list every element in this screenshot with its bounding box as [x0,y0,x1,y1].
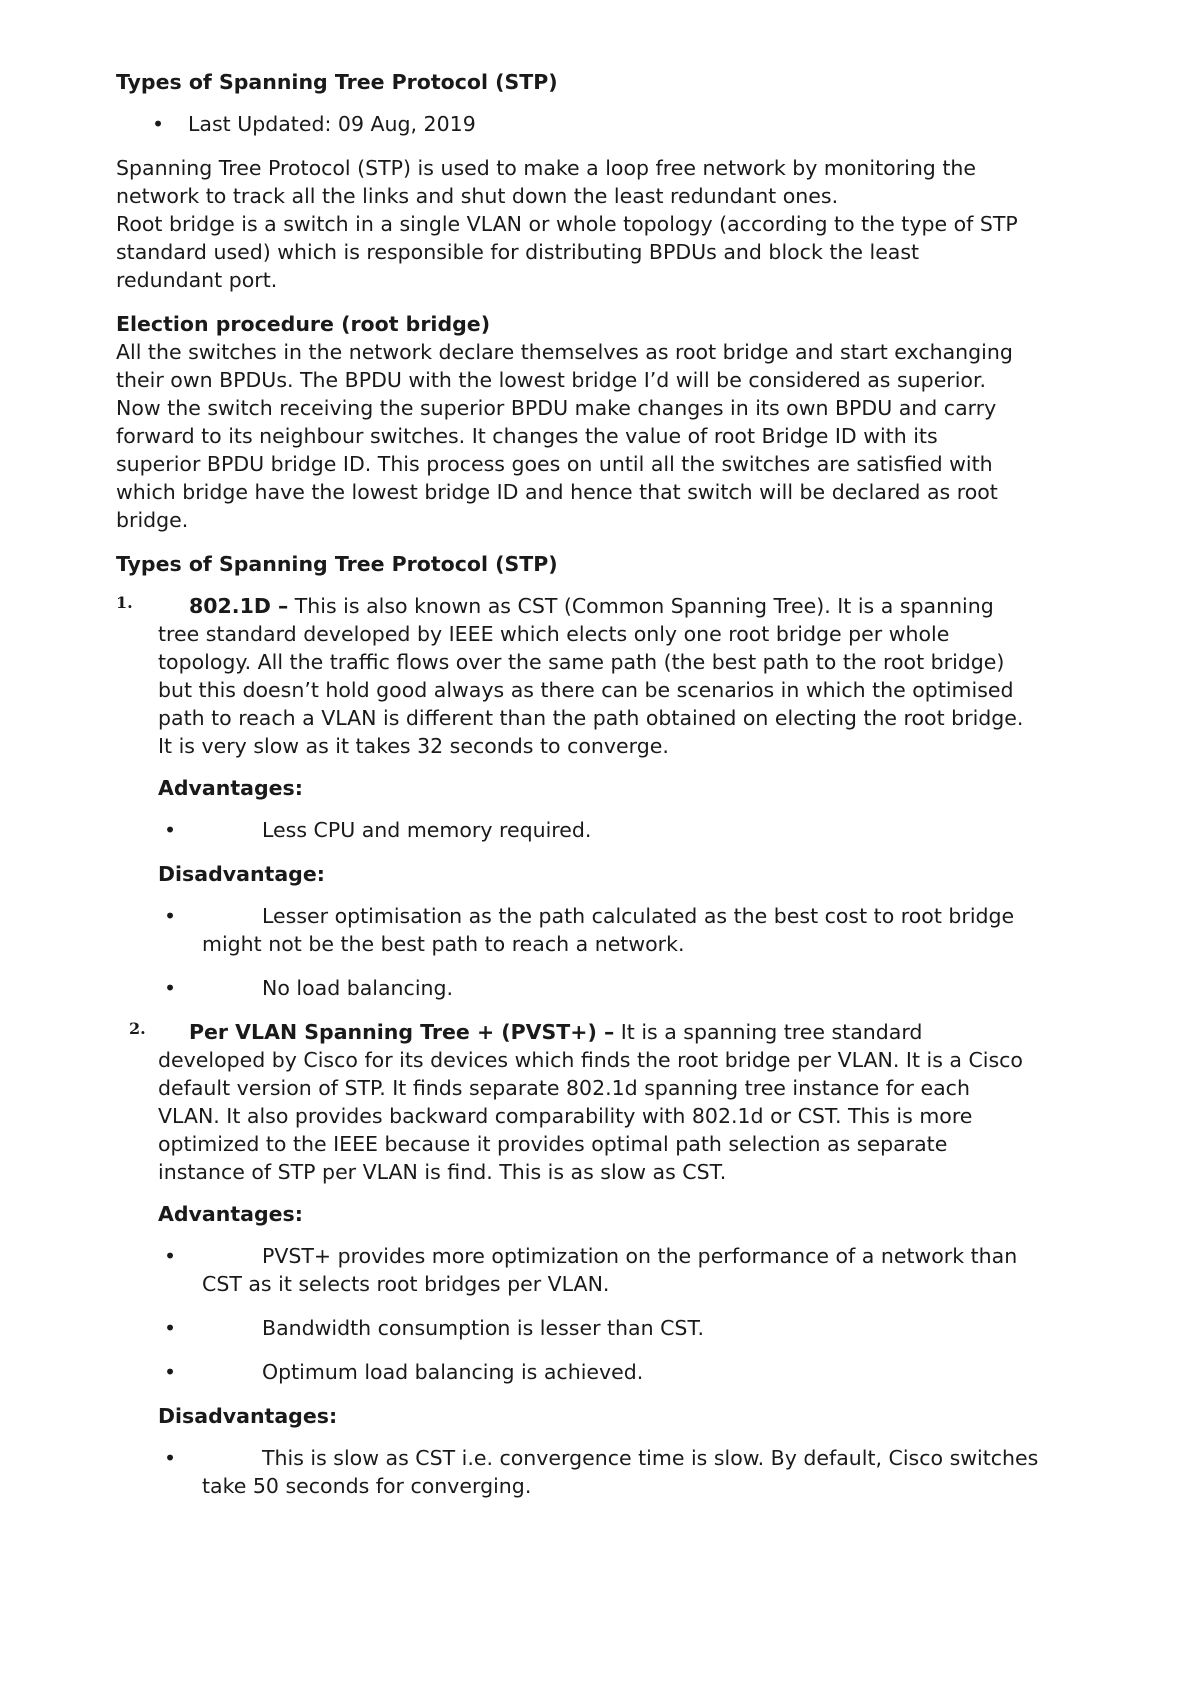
advantages-heading: Advantages: [158,776,303,800]
item-line: VLAN. It also provides backward comparability with 802.1d or CST. This is more [158,1104,973,1128]
item-line: but this doesn’t hold good always as there can be scenarios in which the optimised [158,678,1014,702]
bullet-icon: • [164,1446,177,1470]
stp-type-item [116,1018,1116,1186]
item-line: tree standard developed by IEEE which elects only one root bridge per whole [158,622,950,646]
last-updated-text: Last Updated: 09 Aug, 2019 [188,112,476,136]
election-line: bridge. [116,508,189,532]
disadvantage-item [116,1444,1116,1500]
stp-type-item [116,592,1116,760]
types-heading: Types of Spanning Tree Protocol (STP) [116,552,558,576]
bullet-icon: • [164,904,177,928]
item-name: 802.1D – [189,594,289,618]
item-name: Per VLAN Spanning Tree + (PVST+) – [189,1020,615,1044]
item-line: This is also known as CST (Common Spanning Tree). It is a spanning [288,594,994,618]
item-first-line [158,1018,1116,1046]
item-line: It is a spanning tree standard [614,1020,923,1044]
bullet-icon: • [152,112,165,136]
item-number: 1. [116,593,133,612]
intro-line: Spanning Tree Protocol (STP) is used to make a loop free network by monitoring the [116,156,976,180]
bullet-icon: • [164,1244,177,1268]
bullet-icon: • [164,818,177,842]
advantage-item [116,1242,1116,1298]
advantage-text: Bandwidth consumption is lesser than CST. [262,1316,705,1340]
disadvantage-text: take 50 seconds for converging. [202,1474,532,1498]
election-line: superior BPDU bridge ID. This process goes on until all the switches are satisfied with [116,452,993,476]
item-line: optimized to the IEEE because it provides optimal path selection as separate [158,1132,948,1156]
disadvantages-heading: Disadvantages: [158,1404,338,1428]
election-line: forward to its neighbour switches. It changes the value of root Bridge ID with its [116,424,938,448]
bullet-icon: • [164,1316,177,1340]
advantage-item [116,816,1116,844]
election-line: their own BPDUs. The BPDU with the lowest bridge I’d will be considered as superior. [116,368,987,392]
disadvantage-text: might not be the best path to reach a network. [202,932,685,956]
intro-paragraph [116,154,1116,294]
disadvantage-text: No load balancing. [262,976,454,1000]
advantage-text: PVST+ provides more optimization on the performance of a network than [262,1244,1018,1268]
disadvantage-text: Lesser optimisation as the path calculated as the best cost to root bridge [262,904,1015,928]
item-line: developed by Cisco for its devices which finds the root bridge per VLAN. It is a Cisco [158,1048,1023,1072]
bullet-icon: • [164,976,177,1000]
last-updated-item [116,110,1116,138]
item-line: It is very slow as it takes 32 seconds to converge. [158,734,669,758]
item-line: instance of STP per VLAN is find. This is as slow as CST. [158,1160,727,1184]
document-page [116,68,1116,1516]
document-title: Types of Spanning Tree Protocol (STP) [116,70,558,94]
disadvantage-item [116,902,1116,958]
disadvantage-text: This is slow as CST i.e. convergence time is slow. By default, Cisco switches [262,1446,1039,1470]
advantage-item [116,1358,1116,1386]
intro-line: Root bridge is a switch in a single VLAN or whole topology (according to the type of STP [116,212,1018,236]
item-line: topology. All the traffic flows over the same path (the best path to the root bridge) [158,650,1005,674]
advantage-text: Optimum load balancing is achieved. [262,1360,644,1384]
advantage-text: CST as it selects root bridges per VLAN. [202,1272,610,1296]
intro-line: standard used) which is responsible for distributing BPDUs and block the least [116,240,920,264]
advantages-heading: Advantages: [158,1202,303,1226]
intro-line: network to track all the links and shut down the least redundant ones. [116,184,839,208]
advantage-item [116,1314,1116,1342]
bullet-icon: • [164,1360,177,1384]
election-section [116,310,1116,534]
election-heading: Election procedure (root bridge) [116,312,491,336]
election-line: All the switches in the network declare themselves as root bridge and start exchanging [116,340,1013,364]
election-line: Now the switch receiving the superior BPDU make changes in its own BPDU and carry [116,396,997,420]
item-first-line [158,592,1116,620]
item-line: default version of STP. It finds separate 802.1d spanning tree instance for each [158,1076,970,1100]
advantage-text: Less CPU and memory required. [262,818,592,842]
intro-line: redundant port. [116,268,278,292]
item-number: 2. [129,1019,146,1038]
election-line: which bridge have the lowest bridge ID and hence that switch will be declared as root [116,480,998,504]
item-line: path to reach a VLAN is different than the path obtained on electing the root bridge. [158,706,1024,730]
disadvantages-heading: Disadvantage: [158,862,325,886]
disadvantage-item [116,974,1116,1002]
